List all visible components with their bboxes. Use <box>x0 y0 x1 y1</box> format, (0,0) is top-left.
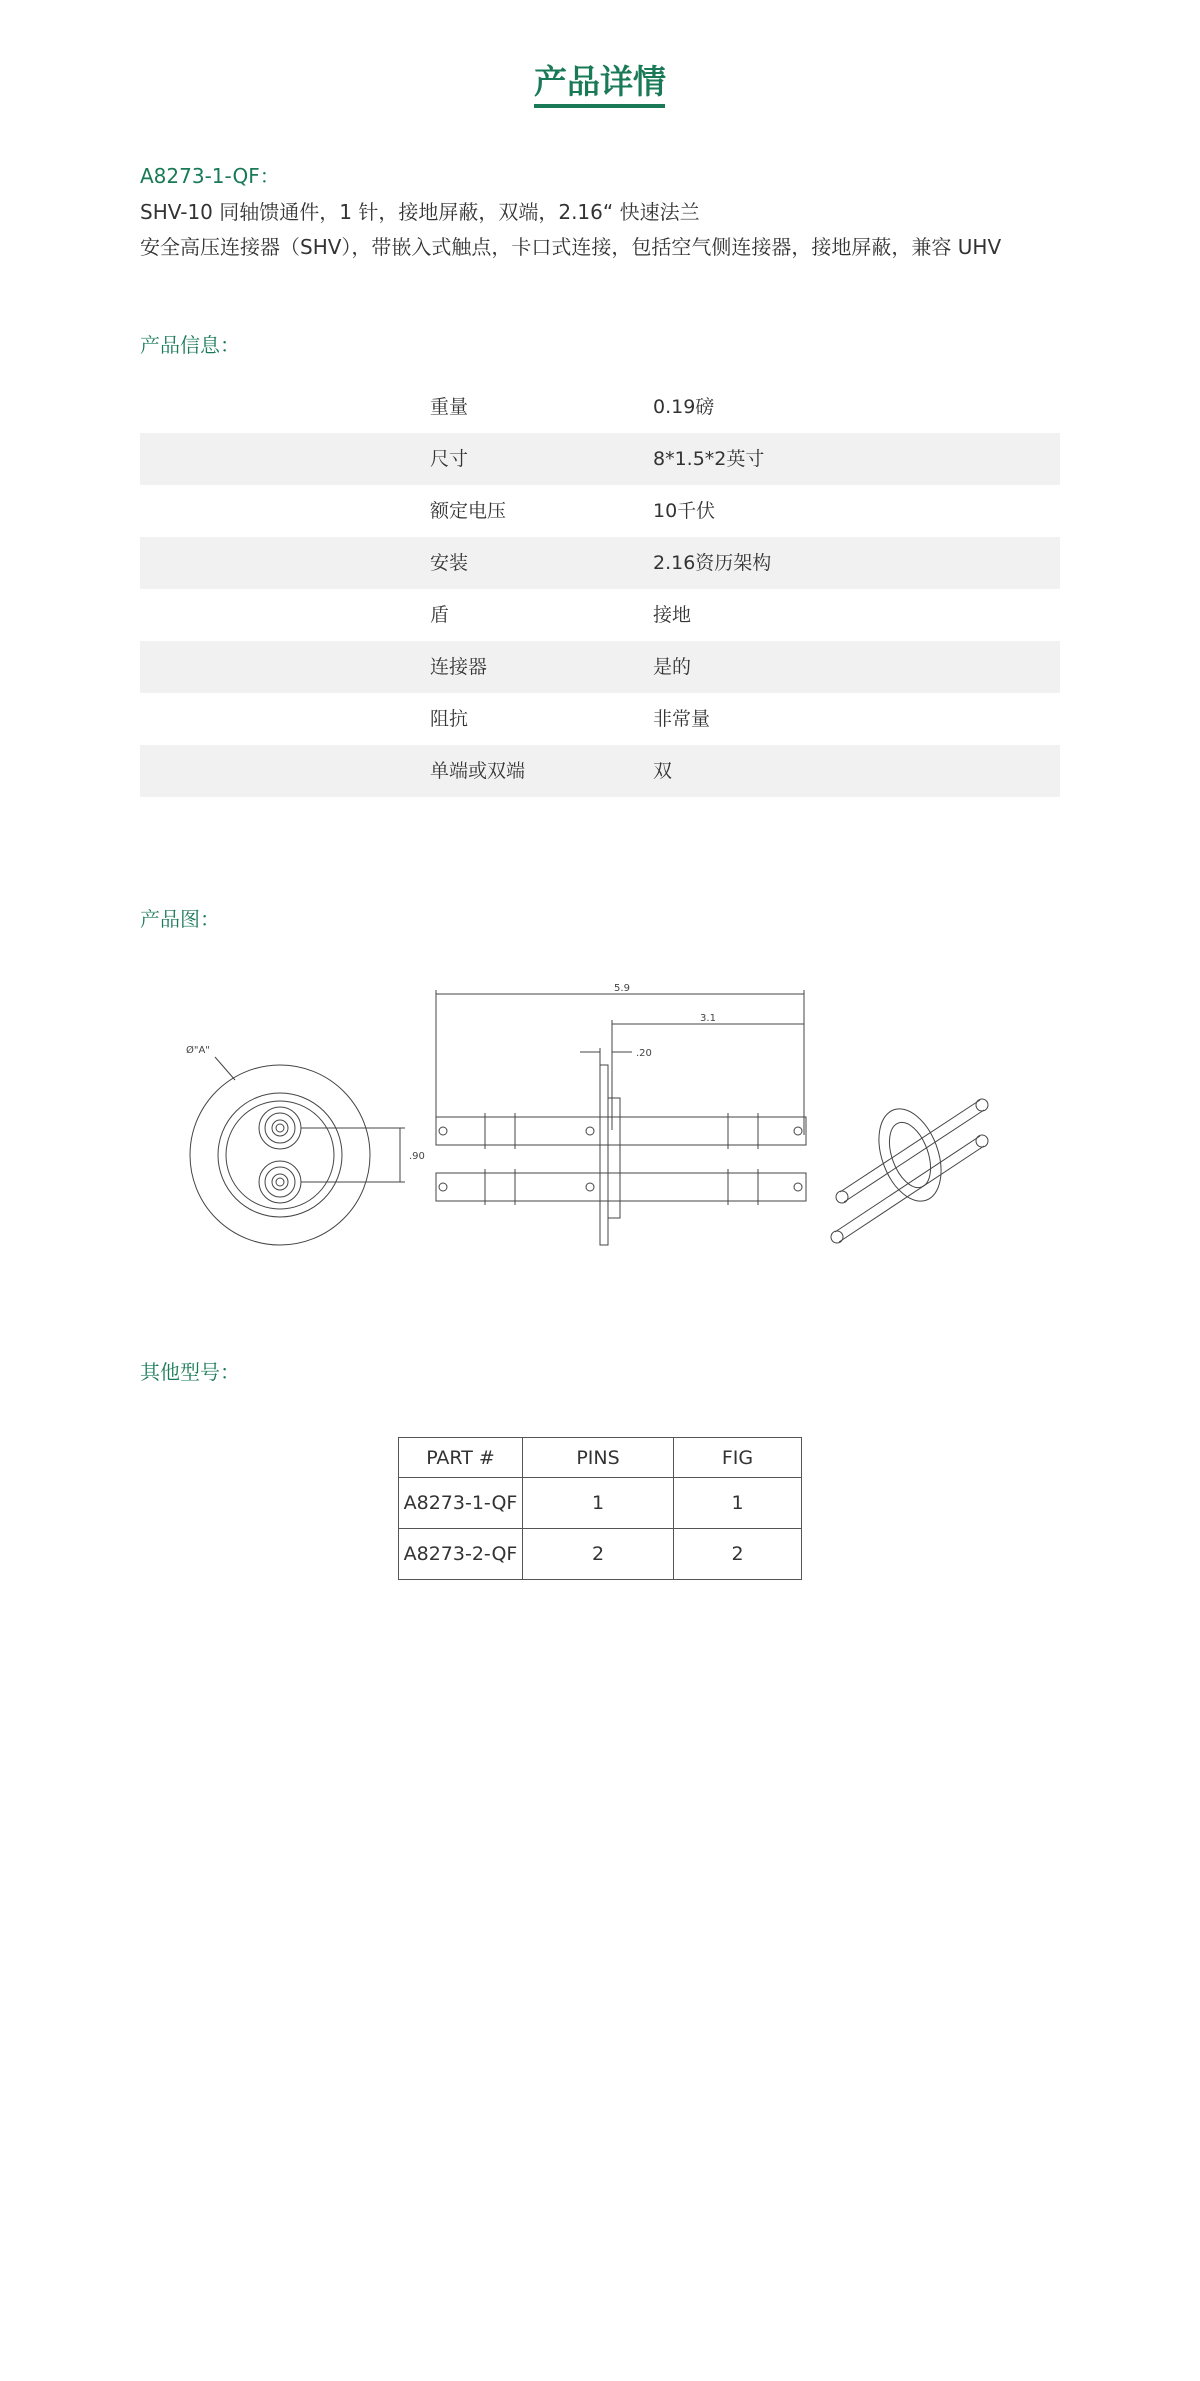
info-row-size <box>140 433 1060 485</box>
cell-part: A8273-1-QF <box>399 1478 523 1529</box>
info-key: 阻抗 <box>430 708 469 730</box>
description-line-1: SHV-10 同轴馈通件，1 针，接地屏蔽，双端，2.16“ 快速法兰 <box>140 200 700 224</box>
info-row-mounting <box>140 537 1060 589</box>
dimension-half-length: 3.1 <box>700 1013 716 1024</box>
cell-part: A8273-2-QF <box>399 1529 523 1580</box>
info-value: 非常量 <box>653 708 711 730</box>
info-value: 双 <box>653 760 673 782</box>
info-row-connector <box>140 641 1060 693</box>
dimension-overall-length: 5.9 <box>614 983 630 994</box>
info-section-heading: 产品信息： <box>140 333 240 357</box>
info-row-voltage <box>140 485 1060 537</box>
column-header-fig: FIG <box>674 1438 802 1478</box>
info-key: 连接器 <box>430 656 488 678</box>
info-value: 2.16资历架构 <box>653 552 772 574</box>
table-row <box>399 1529 802 1580</box>
column-header-pins: PINS <box>523 1438 674 1478</box>
info-key: 额定电压 <box>430 500 507 522</box>
info-row-shield <box>140 589 1060 641</box>
info-value: 10千伏 <box>653 500 716 522</box>
info-row-ends <box>140 745 1060 797</box>
info-value: 是的 <box>653 656 692 678</box>
cell-pins: 1 <box>523 1478 674 1529</box>
info-row-impedance <box>140 693 1060 745</box>
side-view <box>436 990 806 1245</box>
figure-section-heading: 产品图： <box>140 907 220 931</box>
cell-fig: 1 <box>674 1478 802 1529</box>
info-row-weight <box>140 381 1060 433</box>
product-info-table <box>140 381 1060 797</box>
dimension-diameter: Ø"A" <box>186 1045 210 1056</box>
info-key: 尺寸 <box>430 448 469 470</box>
info-key: 安装 <box>430 552 469 574</box>
part-number-label: A8273-1-QF： <box>140 164 280 188</box>
info-key: 盾 <box>430 604 450 626</box>
front-view <box>190 1057 405 1245</box>
dimension-pin-spacing: .90 <box>409 1151 425 1162</box>
product-drawing <box>180 970 1040 1260</box>
info-value: 接地 <box>653 604 692 626</box>
dimension-flange-offset: .20 <box>636 1048 652 1059</box>
description-line-2: 安全高压连接器（SHV），带嵌入式触点，卡口式连接，包括空气侧连接器，接地屏蔽，兼容 UHV <box>140 235 1002 259</box>
other-models-table <box>398 1437 802 1580</box>
info-value: 8*1.5*2英寸 <box>653 448 765 470</box>
models-section-heading: 其他型号： <box>140 1360 240 1384</box>
cell-pins: 2 <box>523 1529 674 1580</box>
column-header-part: PART # <box>399 1438 523 1478</box>
info-key: 单端或双端 <box>430 760 526 782</box>
info-value: 0.19磅 <box>653 396 715 418</box>
info-key: 重量 <box>430 396 469 418</box>
table-row <box>399 1478 802 1529</box>
title-underline <box>534 104 665 108</box>
isometric-view <box>831 1099 988 1243</box>
table-header-row <box>399 1438 802 1478</box>
page-title: 产品详情 <box>534 62 666 101</box>
cell-fig: 2 <box>674 1529 802 1580</box>
